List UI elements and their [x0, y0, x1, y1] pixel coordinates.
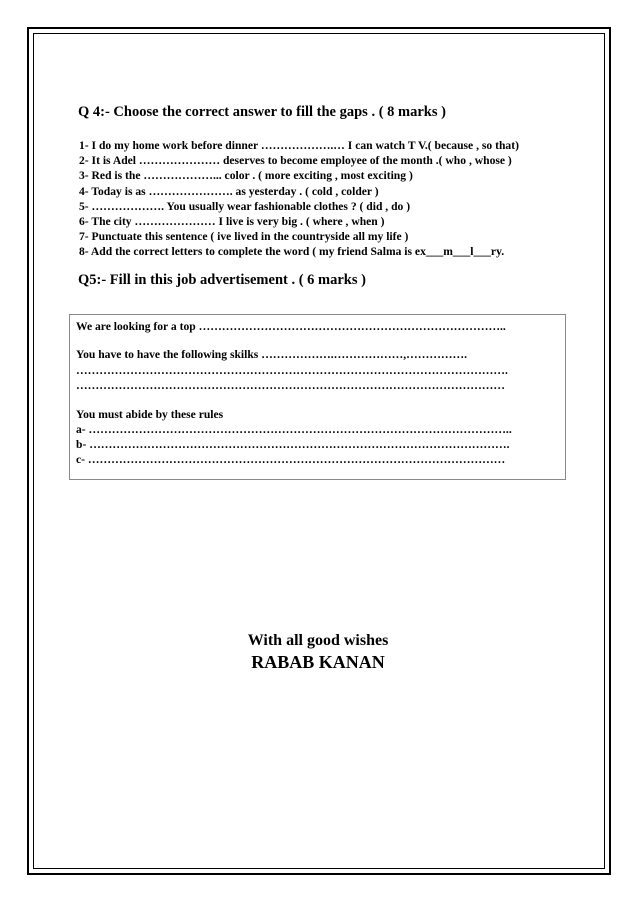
q4-item-8: 8- Add the correct letters to complete the word ( my friend Salma is ex___m___l___ry. — [79, 245, 505, 259]
q4-item-7: 7- Punctuate this sentence ( ive lived in the countryside all my life ) — [79, 230, 409, 244]
advert-rule-b: b- ………………………………………………………………………………………………. — [76, 438, 510, 451]
q5-heading: Q5:- Fill in this job advertisement . ( 6 marks ) — [78, 272, 366, 288]
q4-item-4: 4- Today is as …………………. as yesterday . ( cold , colder ) — [79, 184, 379, 198]
advert-skills-line: You have to have the following skilks ……………….………………,……………. — [76, 348, 467, 361]
job-advertisement-box — [69, 314, 566, 480]
advert-rule-c: c- ……………………………………………………………………………………………… — [76, 453, 506, 466]
q4-question-list — [79, 138, 519, 260]
advert-rules-heading: You must abide by these rules — [76, 408, 224, 421]
q4-item-3: 3- Red is the ………………... color . ( more exciting , most exciting ) — [79, 169, 413, 183]
author-name: RABAB KANAN — [251, 652, 385, 672]
q4-item-1: 1- I do my home work before dinner ……………….… I can watch T V.( because , so that) — [79, 139, 519, 152]
q4-item-2: 2- It is Adel ………………… deserves to become employee of the month .( who , whose ) — [79, 154, 512, 168]
advert-looking-line: We are looking for a top …………………………………………………………………….. — [76, 320, 506, 333]
advert-skills-blank-1: …………………………………………………………………………………………………. — [76, 364, 508, 377]
advert-skills-blank-2: ………………………………………………………………………………………………… — [76, 379, 505, 392]
q4-item-5: 5- ………………. You usually wear fashionable clothes ? ( did , do ) — [79, 199, 411, 213]
closing-wishes: With all good wishes — [247, 632, 389, 649]
advert-rule-a: a- ……………………………………………………………………………………………….. — [76, 423, 512, 436]
q4-heading: Q 4:- Choose the correct answer to fill the gaps . ( 8 marks ) — [78, 104, 446, 120]
q4-item-6: 6- The city ………………… I live is very big . ( where , when ) — [79, 214, 385, 228]
